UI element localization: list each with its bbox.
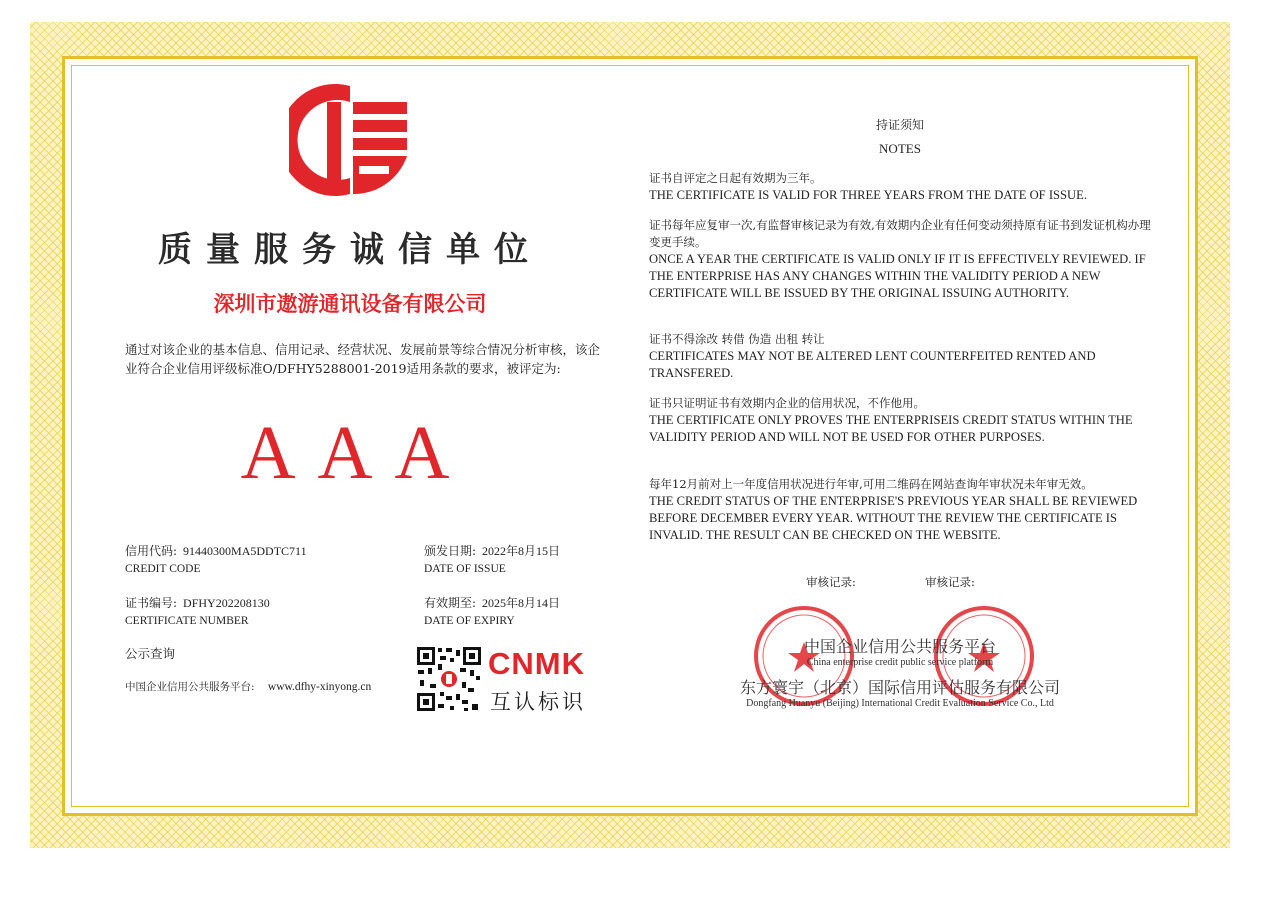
- credit-code-label-en: CREDIT CODE: [125, 563, 201, 575]
- credit-code-label: 信用代码:: [125, 544, 178, 558]
- note-en: THE CERTIFICATE IS VALID FOR THREE YEARS FROM THE DATE OF ISSUE.: [649, 188, 1087, 202]
- issuer-platform: [690, 634, 1110, 668]
- issuer-org-zh: 东方寰宇（北京）国际信用评估服务有限公司: [739, 678, 1060, 697]
- note-item: [649, 170, 1154, 204]
- issuer-org: [690, 675, 1110, 709]
- credit-logo-icon: [289, 82, 411, 198]
- issue-date-field: [424, 540, 560, 575]
- platform-label: 中国企业信用公共服务平台:: [125, 681, 255, 693]
- certificate-title: 质量服务诚信单位: [158, 230, 542, 270]
- note-item: [649, 395, 1154, 446]
- note-en: ONCE A YEAR THE CERTIFICATE IS VALID ONLY IF IT IS EFFECTIVELY REVIEWED. IF THE ENTERPRISE HAS ANY CHANGES WITHIN THE VALIDITY PERIOD A NEW CERTIFICATE WILL BE ISSUED BY THE ORIGINAL ISSUING AUTHORITY.: [649, 252, 1146, 300]
- expiry-date-value: 2025年8月14日: [482, 596, 561, 610]
- note-item: [649, 476, 1154, 544]
- expiry-label: 有效期至:: [424, 596, 477, 610]
- intro-text: 通过对该企业的基本信息、信用记录、经营状况、发展前景等综合情况分析审核，该企业符合企业信用评级标准O/DFHY5288001-2019适用条款的要求，被评定为:: [125, 342, 601, 376]
- issue-date-label: 颁发日期:: [424, 544, 477, 558]
- note-zh: 证书每年应复审一次,有监督审核记录为有效,有效期内企业有任何变动须持原有证书到发证机构办理变更手续。: [649, 218, 1151, 249]
- company-name: 深圳市遨游通讯设备有限公司: [213, 292, 487, 316]
- platform-url[interactable]: www.dfhy-xinyong.cn: [267, 681, 372, 693]
- cert-number-field: [125, 592, 270, 627]
- note-en: THE CREDIT STATUS OF THE ENTERPRISE'S PREVIOUS YEAR SHALL BE REVIEWED BEFORE DECEMBER EVERY YEAR. WITHOUT THE REVIEW THE CERTIFICATE IS INVALID. THE RESULT CAN BE CHECKED ON THE WEBSITE.: [649, 494, 1138, 542]
- credit-code-value: 91440300MA5DDTC711: [183, 544, 307, 558]
- cert-number-label-en: CERTIFICATE NUMBER: [125, 615, 249, 627]
- note-item: [649, 331, 1154, 382]
- issue-date-label-en: DATE OF ISSUE: [424, 563, 506, 575]
- issue-date-value: 2022年8月15日: [482, 544, 561, 558]
- cert-number-value: DFHY202208130: [183, 596, 270, 610]
- notes-title-zh: 持证须知: [875, 118, 924, 132]
- cnmk-mutual-recognition: 互认标识: [490, 690, 586, 714]
- notes-title-en: NOTES: [879, 141, 921, 156]
- note-item: [649, 217, 1154, 302]
- cert-number-label: 证书编号:: [125, 596, 178, 610]
- qr-code[interactable]: [416, 646, 482, 712]
- note-zh: 证书不得涂改 转借 伪造 出租 转让: [649, 332, 825, 346]
- expiry-label-en: DATE OF EXPIRY: [424, 615, 515, 627]
- note-zh: 证书自评定之日起有效期为三年。: [649, 171, 822, 185]
- note-zh: 证书只证明证书有效期内企业的信用状况，不作他用。: [649, 396, 925, 410]
- note-en: CERTIFICATES MAY NOT BE ALTERED LENT COUNTERFEITED RENTED AND TRANSFERED.: [649, 349, 1096, 380]
- expiry-date-field: [424, 592, 560, 627]
- note-zh: 每年12月前对上一年度信用状况进行年审,可用二维码在网站查询年审状况未年审无效。: [649, 477, 1093, 491]
- public-query-label: 公示查询: [125, 646, 176, 661]
- issuer-platform-en: China enterprise credit public service platform: [806, 657, 994, 668]
- note-en: THE CERTIFICATE ONLY PROVES THE ENTERPRISEIS CREDIT STATUS WITHIN THE VALIDITY PERIOD AND WILL NOT BE USED FOR OTHER PURPOSES.: [649, 413, 1133, 444]
- review-record-1: 审核记录:: [806, 575, 856, 589]
- review-record-2: 审核记录:: [925, 575, 975, 589]
- cnmk-logo-text: CNMK: [488, 646, 585, 681]
- credit-code-field: [125, 540, 307, 575]
- issuer-org-en: Dongfang Huanyu (Beijing) International Credit Evaluation Service Co., Ltd: [746, 698, 1054, 709]
- issuer-platform-zh: 中国企业信用公共服务平台: [803, 637, 996, 656]
- platform-line: [125, 679, 371, 694]
- credit-rating: AAA: [240, 411, 472, 495]
